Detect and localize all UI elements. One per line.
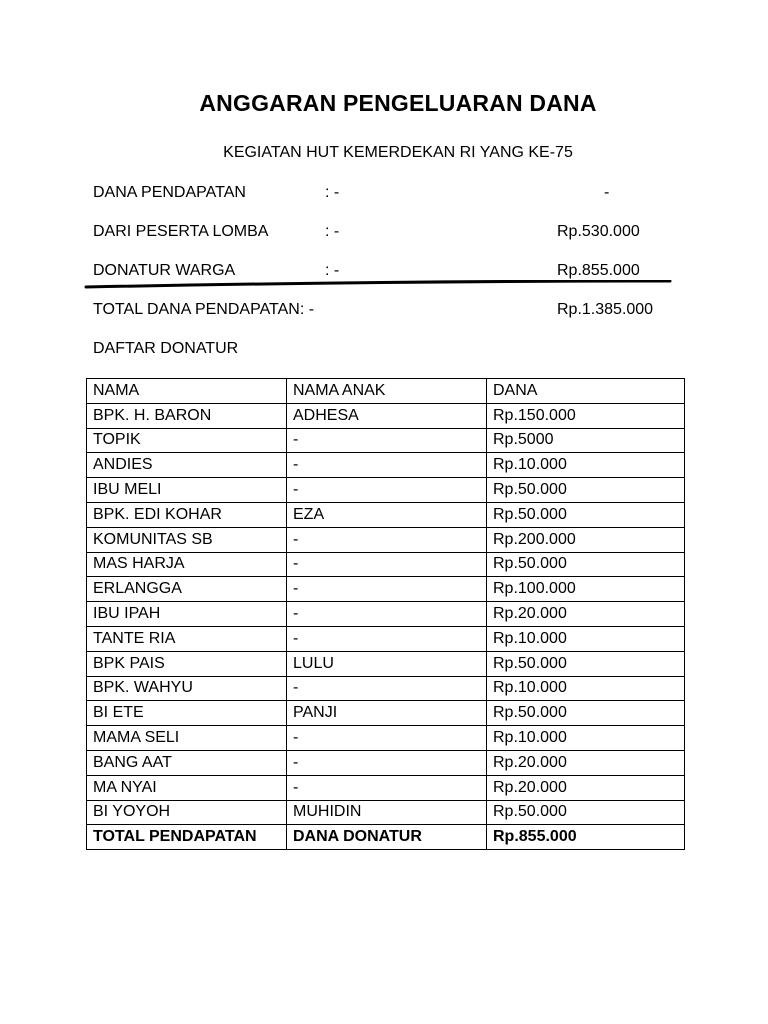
table-row <box>87 626 685 651</box>
nama-anak-cell: - <box>287 750 487 775</box>
total-label-cell: TOTAL PENDAPATAN <box>87 825 287 850</box>
nama-cell: BPK. EDI KOHAR <box>87 502 287 527</box>
table-row <box>87 800 685 825</box>
total-amount-cell: Rp.855.000 <box>487 825 685 850</box>
table-total-row <box>87 825 685 850</box>
daftar-donatur-heading: DAFTAR DONATUR <box>93 340 239 357</box>
dana-cell: Rp.200.000 <box>487 527 685 552</box>
nama-cell: MA NYAI <box>87 775 287 800</box>
dana-cell: Rp.50.000 <box>487 701 685 726</box>
nama-cell: MAS HARJA <box>87 552 287 577</box>
nama-anak-cell: - <box>287 626 487 651</box>
nama-anak-cell: LULU <box>287 651 487 676</box>
nama-anak-cell: PANJI <box>287 701 487 726</box>
dana-cell: Rp.20.000 <box>487 750 685 775</box>
donatur-table <box>86 378 685 850</box>
summary-label: DANA PENDAPATAN <box>93 184 246 201</box>
nama-anak-cell: - <box>287 552 487 577</box>
dana-cell: Rp.150.000 <box>487 403 685 428</box>
summary-label: DARI PESERTA LOMBA <box>93 223 269 240</box>
nama-anak-cell: - <box>287 478 487 503</box>
nama-cell: BPK. WAHYU <box>87 676 287 701</box>
summary-separator: : - <box>325 184 340 201</box>
table-row <box>87 453 685 478</box>
summary-separator: : - <box>325 223 340 240</box>
dana-cell: Rp.50.000 <box>487 478 685 503</box>
document-subtitle: KEGIATAN HUT KEMERDEKAN RI YANG KE-75 <box>223 144 573 161</box>
nama-cell: MAMA SELI <box>87 726 287 751</box>
dana-cell: Rp.20.000 <box>487 775 685 800</box>
nama-anak-cell: - <box>287 577 487 602</box>
table-row <box>87 552 685 577</box>
dana-cell: Rp.50.000 <box>487 651 685 676</box>
nama-cell: BI ETE <box>87 701 287 726</box>
document-title: ANGGARAN PENGELUARAN DANA <box>199 90 597 116</box>
nama-anak-cell: - <box>287 602 487 627</box>
nama-anak-cell: EZA <box>287 502 487 527</box>
summary-label: DONATUR WARGA <box>93 262 236 279</box>
dana-cell: Rp.50.000 <box>487 502 685 527</box>
summary-amount: Rp.530.000 <box>557 223 640 240</box>
total-dana-label: TOTAL DANA PENDAPATAN: - <box>93 301 315 318</box>
handdrawn-sum-line <box>84 280 672 290</box>
header-nama: NAMA <box>87 379 287 404</box>
dana-cell: Rp.5000 <box>487 428 685 453</box>
table-row <box>87 602 685 627</box>
nama-cell: TANTE RIA <box>87 626 287 651</box>
dana-cell: Rp.10.000 <box>487 726 685 751</box>
table-row <box>87 577 685 602</box>
nama-anak-cell: - <box>287 453 487 478</box>
nama-cell: IBU IPAH <box>87 602 287 627</box>
total-dana-amount: Rp.1.385.000 <box>557 301 654 318</box>
summary-separator: : - <box>325 262 340 279</box>
summary-amount: - <box>604 184 610 201</box>
header-dana: DANA <box>487 379 685 404</box>
table-row <box>87 726 685 751</box>
dana-cell: Rp.50.000 <box>487 800 685 825</box>
nama-anak-cell: - <box>287 726 487 751</box>
nama-cell: ERLANGGA <box>87 577 287 602</box>
table-row <box>87 701 685 726</box>
dana-cell: Rp.10.000 <box>487 453 685 478</box>
table-row <box>87 527 685 552</box>
table-row <box>87 676 685 701</box>
nama-anak-cell: - <box>287 428 487 453</box>
table-row <box>87 478 685 503</box>
nama-anak-cell: ADHESA <box>287 403 487 428</box>
nama-cell: IBU MELI <box>87 478 287 503</box>
nama-anak-cell: MUHIDIN <box>287 800 487 825</box>
table-row <box>87 775 685 800</box>
nama-anak-cell: - <box>287 527 487 552</box>
summary-amount: Rp.855.000 <box>557 262 640 279</box>
table-row <box>87 651 685 676</box>
nama-cell: BPK PAIS <box>87 651 287 676</box>
dana-cell: Rp.20.000 <box>487 602 685 627</box>
nama-cell: ANDIES <box>87 453 287 478</box>
table-row <box>87 750 685 775</box>
nama-anak-cell: - <box>287 775 487 800</box>
dana-cell: Rp.10.000 <box>487 626 685 651</box>
header-nama-anak: NAMA ANAK <box>287 379 487 404</box>
nama-cell: BI YOYOH <box>87 800 287 825</box>
nama-cell: BANG AAT <box>87 750 287 775</box>
dana-cell: Rp.50.000 <box>487 552 685 577</box>
table-header-row <box>87 379 685 404</box>
nama-cell: TOPIK <box>87 428 287 453</box>
nama-cell: KOMUNITAS SB <box>87 527 287 552</box>
table-row <box>87 403 685 428</box>
table-row <box>87 428 685 453</box>
nama-anak-cell: - <box>287 676 487 701</box>
table-row <box>87 502 685 527</box>
nama-cell: BPK. H. BARON <box>87 403 287 428</box>
total-source-cell: DANA DONATUR <box>287 825 487 850</box>
dana-cell: Rp.100.000 <box>487 577 685 602</box>
dana-cell: Rp.10.000 <box>487 676 685 701</box>
